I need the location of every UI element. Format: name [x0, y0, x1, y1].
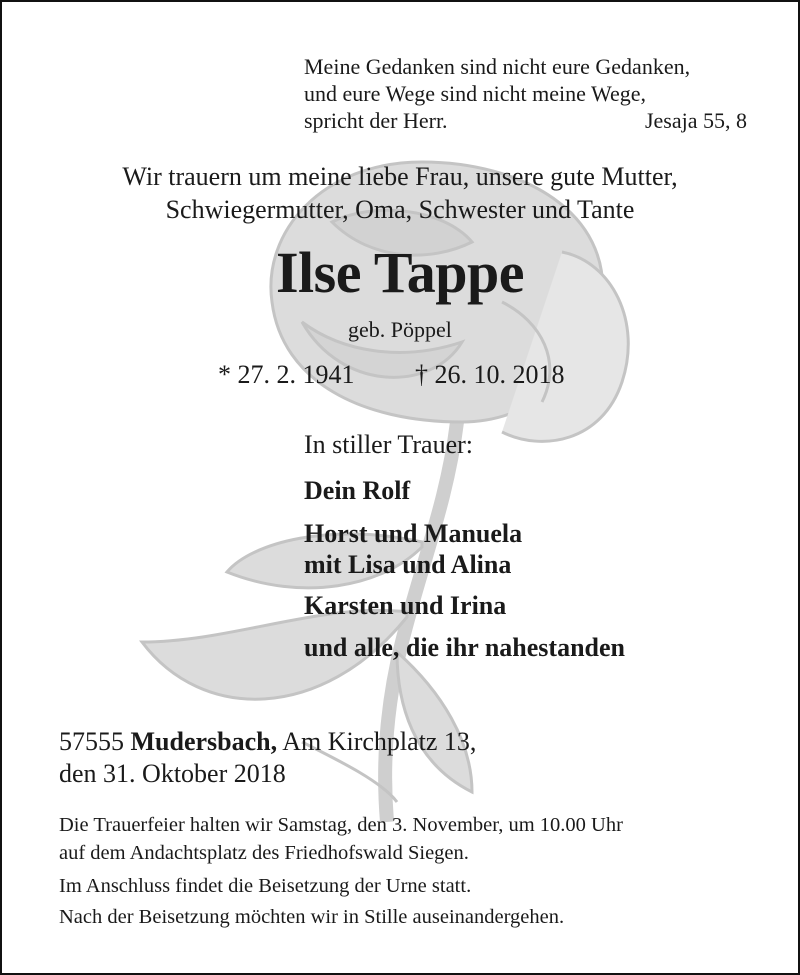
street: Am Kirchplatz 13,: [282, 727, 477, 756]
mourners-heading: In stiller Trauer:: [304, 430, 473, 459]
mourner-line: Dein Rolf: [304, 476, 411, 505]
ceremony-line: Im Anschluss findet die Beisetzung der Urne statt.: [59, 875, 472, 897]
bible-verse: [304, 53, 750, 134]
maiden-name: geb. Pöppel: [348, 317, 452, 342]
ceremony-line: auf dem Andachtsplatz des Friedhofswald Siegen.: [59, 842, 469, 864]
deceased-name: Ilse Tappe: [275, 240, 525, 305]
verse-line: und eure Wege sind nicht meine Wege,: [304, 81, 647, 106]
intro-line: Schwiegermutter, Oma, Schwester und Tante: [165, 195, 635, 224]
town: Mudersbach,: [130, 727, 278, 756]
address-line: [59, 727, 476, 757]
notice-date: den 31. Oktober 2018: [59, 759, 286, 788]
postcode: 57555: [59, 727, 124, 756]
ceremony-line: Die Trauerfeier halten wir Samstag, den 3. November, um 10.00 Uhr: [59, 814, 623, 836]
mourner-line: mit Lisa und Alina: [304, 550, 512, 579]
birth-date: * 27. 2. 1941: [218, 360, 355, 389]
death-date: † 26. 10. 2018: [415, 360, 565, 389]
mourner-line: und alle, die ihr nahestanden: [304, 633, 626, 662]
intro-text: [2, 160, 798, 226]
verse-line: spricht der Herr.: [304, 108, 448, 133]
ceremony-line: Nach der Beisetzung möchten wir in Stille auseinandergehen.: [59, 906, 565, 928]
mourner-line: Horst und Manuela: [304, 519, 523, 548]
verse-reference: Jesaja 55, 8: [644, 108, 747, 133]
mourner-line: Karsten und Irina: [304, 591, 507, 620]
verse-line: Meine Gedanken sind nicht eure Gedanken,: [304, 54, 691, 79]
intro-line: Wir trauern um meine liebe Frau, unsere gute Mutter,: [122, 162, 678, 191]
